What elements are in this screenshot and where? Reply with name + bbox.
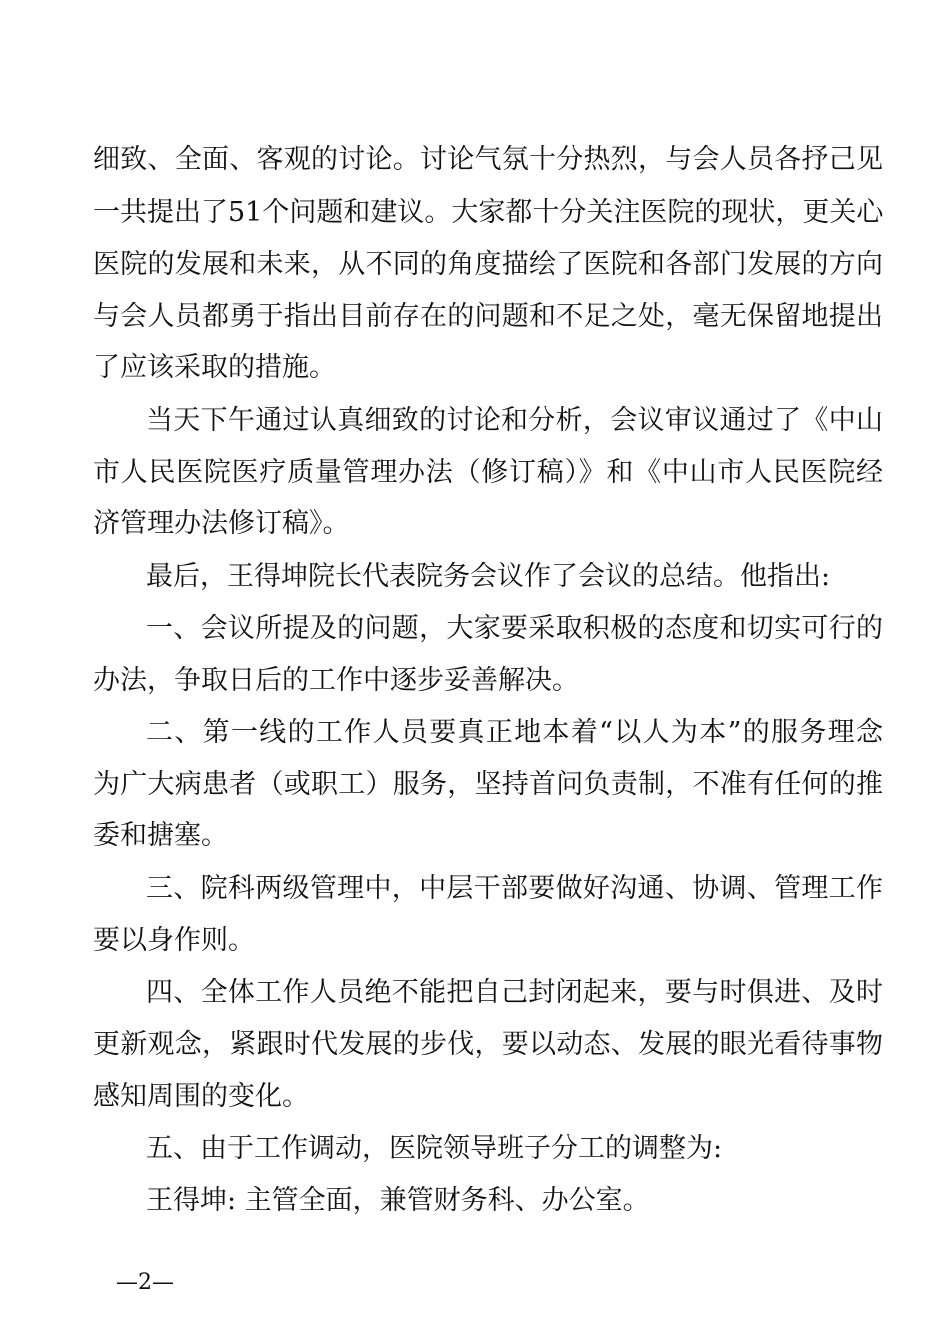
text-line: 更新观念，紧跟时代发展的步伐，要以动态、发展的眼光看待事物	[93, 1029, 883, 1060]
text-line: 市人民医院医疗质量管理办法（修订稿）》和《中山市人民医院经	[93, 457, 883, 488]
text-line: 了应该采取的措施。	[93, 352, 336, 383]
text-line: 王得坤: 主管全面，兼管财务科、办公室。	[146, 1185, 650, 1216]
text-line: 五、由于工作调动，医院领导班子分工的调整为:	[146, 1133, 723, 1164]
text-line: 与会人员都勇于指出目前存在的问题和不足之处，毫无保留地提出	[93, 301, 883, 332]
text-line: 细致、全面、客观的讨论。讨论气氛十分热烈，与会人员各抒己见	[93, 144, 883, 175]
text-line: 三、院科两级管理中，中层干部要做好沟通、协调、管理工作	[146, 873, 883, 904]
text-line: 二、第一线的工作人员要真正地本着“以人为本”的服务理念	[146, 717, 883, 748]
text-line: 最后，王得坤院长代表院务会议作了会议的总结。他指出:	[146, 561, 831, 592]
text-line: 医院的发展和未来，从不同的角度描绘了医院和各部门发展的方向	[93, 249, 883, 280]
text-line: 要以身作则。	[93, 925, 255, 956]
text-line: 一、会议所提及的问题，大家要采取积极的态度和切实可行的	[146, 613, 883, 644]
text-line: 济管理办法修订稿》。	[93, 508, 350, 539]
page-number: —2—	[116, 1270, 174, 1295]
text-line: 当天下午通过认真细致的讨论和分析，会议审议通过了《中山	[146, 405, 883, 436]
text-line: 办法，争取日后的工作中逐步妥善解决。	[93, 665, 579, 696]
text-line: 委和搪塞。	[93, 820, 228, 851]
text-line: 四、全体工作人员绝不能把自己封闭起来，要与时俱进、及时	[146, 977, 883, 1008]
text-line: 一共提出了51个问题和建议。大家都十分关注医院的现状，更关心	[93, 197, 883, 228]
text-line: 为广大病患者（或职工）服务，坚持首问负责制，不准有任何的推	[93, 769, 883, 800]
text-line: 感知周围的变化。	[93, 1081, 309, 1112]
